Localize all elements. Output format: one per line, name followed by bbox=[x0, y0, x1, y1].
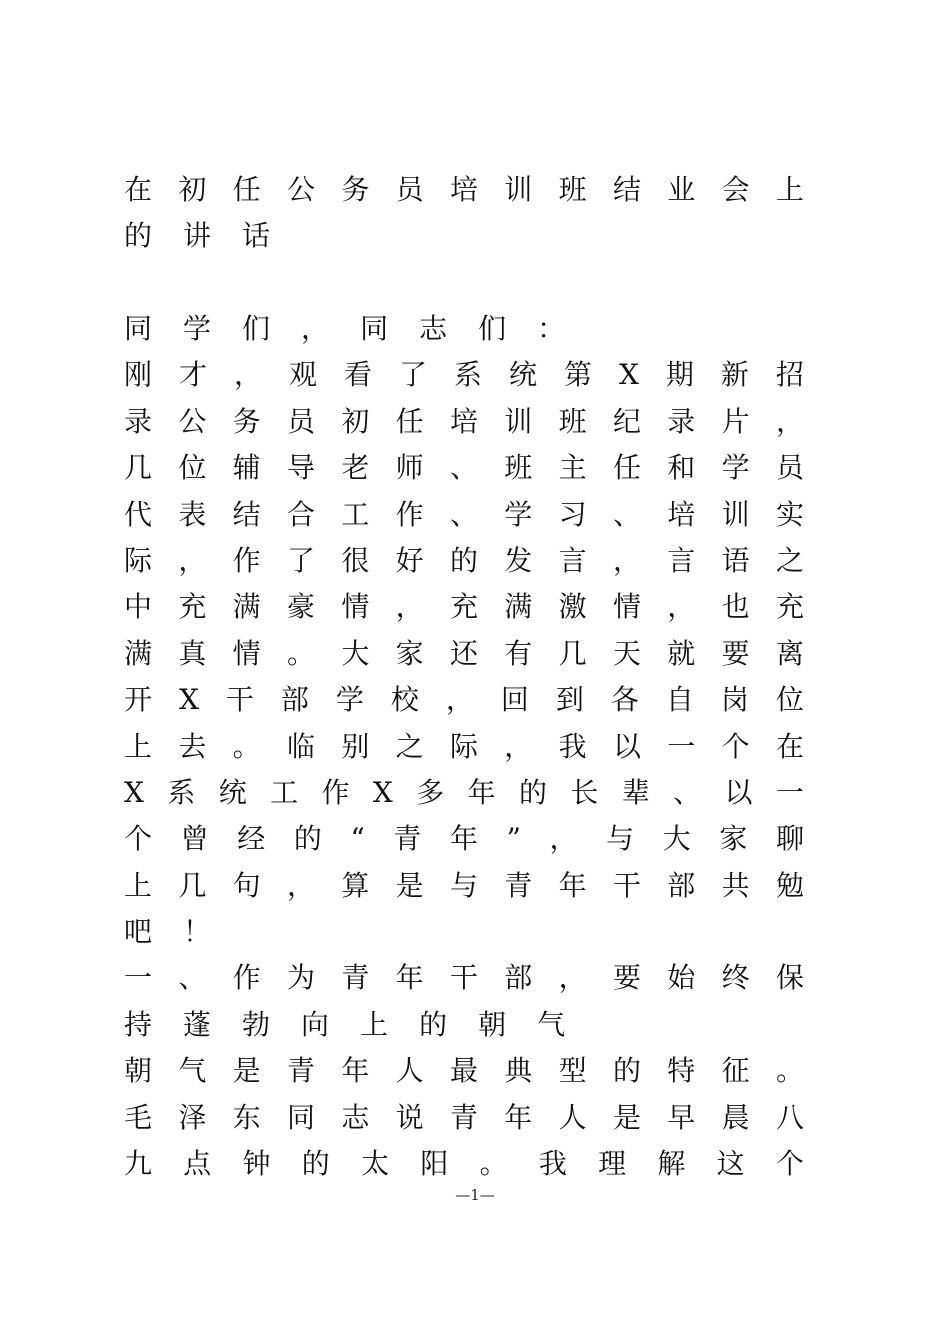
body-line: X 系 统 工 作 X 多 年 的 长 辈 、 以 一 bbox=[124, 775, 804, 809]
body-line: 朝 气 是 青 年 人 最 典 型 的 特 征 。 bbox=[124, 1054, 804, 1088]
body-line: 际 ， 作 了 很 好 的 发 言 ， 言 语 之 bbox=[124, 543, 804, 577]
body-line: 满 真 情 。 大 家 还 有 几 天 就 要 离 bbox=[124, 636, 804, 670]
body-line: 代 表 结 合 工 作 、 学 习 、 培 训 实 bbox=[124, 497, 804, 531]
body-line: 开 X 干 部 学 校 ， 回 到 各 自 岗 位 bbox=[124, 683, 804, 717]
body-line: 刚 才 ， 观 看 了 系 统 第 X 期 新 招 bbox=[124, 358, 804, 392]
body-line: 录 公 务 员 初 任 培 训 班 纪 录 片 ， bbox=[124, 404, 804, 438]
body-line: 个 曾 经 的 “ 青 年 ” ， 与 大 家 聊 bbox=[124, 822, 804, 856]
title-line: 在 初 任 公 务 员 培 训 班 结 业 会 上 bbox=[124, 173, 804, 206]
body-line: 上 几 句 ， 算 是 与 青 年 干 部 共 勉 bbox=[124, 868, 804, 902]
body-line: 持 蓬 勃 向 上 的 朝 气 bbox=[124, 1007, 566, 1041]
body-line: 吧 ！ bbox=[124, 915, 212, 949]
page-number: —1— bbox=[455, 1186, 495, 1204]
body-line: 毛 泽 东 同 志 说 青 年 人 是 早 晨 八 bbox=[124, 1100, 804, 1134]
body-line: 九 点 钟 的 太 阳 。 我 理 解 这 个 bbox=[124, 1147, 804, 1181]
title-line: 的 讲 话 bbox=[124, 219, 271, 253]
body-line: 几 位 辅 导 老 师 、 班 主 任 和 学 员 bbox=[124, 451, 804, 485]
body-line: 一 、 作 为 青 年 干 部 ， 要 始 终 保 bbox=[124, 961, 804, 995]
body-line: 同 学 们 ， 同 志 们 ： bbox=[124, 312, 566, 345]
body-line: 中 充 满 豪 情 ， 充 满 激 情 ， 也 充 bbox=[124, 590, 804, 624]
document-title bbox=[124, 167, 804, 260]
document-body bbox=[124, 306, 804, 1187]
body-line: 上 去 。 临 别 之 际 ， 我 以 一 个 在 bbox=[124, 729, 804, 763]
